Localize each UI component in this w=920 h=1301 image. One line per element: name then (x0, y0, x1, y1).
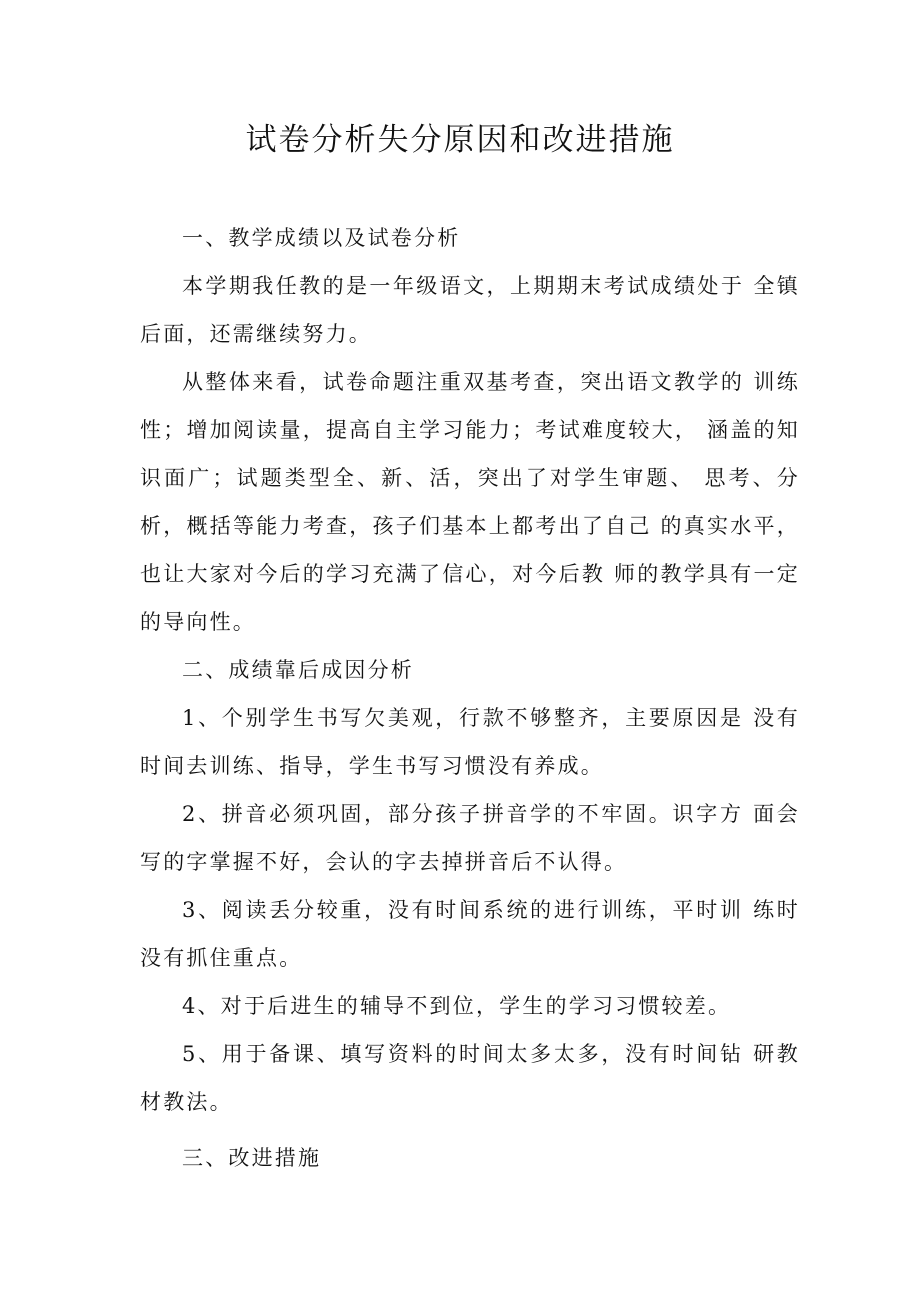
section-heading-1: 一、教学成绩以及试卷分析 (182, 226, 461, 250)
section-heading-2: 二、成绩靠后成因分析 (182, 658, 414, 682)
list-item: 5、用于备课、填写资料的时间太多太多，没有时间钻 研教材教法。 (140, 1042, 800, 1114)
list-item: 2、拼音必须巩固，部分孩子拼音学的不牢固。识字方 面会写的字掌握不好，会认的字去掉拼音后不认得。 (140, 802, 800, 874)
paragraph: 从整体来看，试卷命题注重双基考查，突出语文教学的 训练性；增加阅读量，提高自主学习能力；考试难度较大， 涵盖的知识面广；试题类型全、新、活，突出了对学生审题、 思考、分析，概括等能力考查，孩子们基本上都考出了自己 的真实水平，也让大家对今后的学习充满了信心，对今后教 师的教学具有一定的导向性。 (140, 370, 800, 634)
document-body (140, 214, 800, 1182)
section-heading-3: 三、改进措施 (182, 1146, 322, 1170)
list-item: 4、对于后进生的辅导不到位，学生的学习习惯较差。 (182, 994, 732, 1018)
paragraph: 本学期我任教的是一年级语文，上期期末考试成绩处于 全镇后面，还需继续努力。 (140, 274, 800, 346)
list-item: 3、阅读丢分较重，没有时间系统的进行训练，平时训 练时没有抓住重点。 (140, 898, 800, 970)
document-title: 试卷分析失分原因和改进措施 (245, 122, 675, 158)
list-item: 1、个别学生书写欠美观，行款不够整齐，主要原因是 没有时间去训练、指导，学生书写习惯没有养成。 (140, 706, 800, 778)
